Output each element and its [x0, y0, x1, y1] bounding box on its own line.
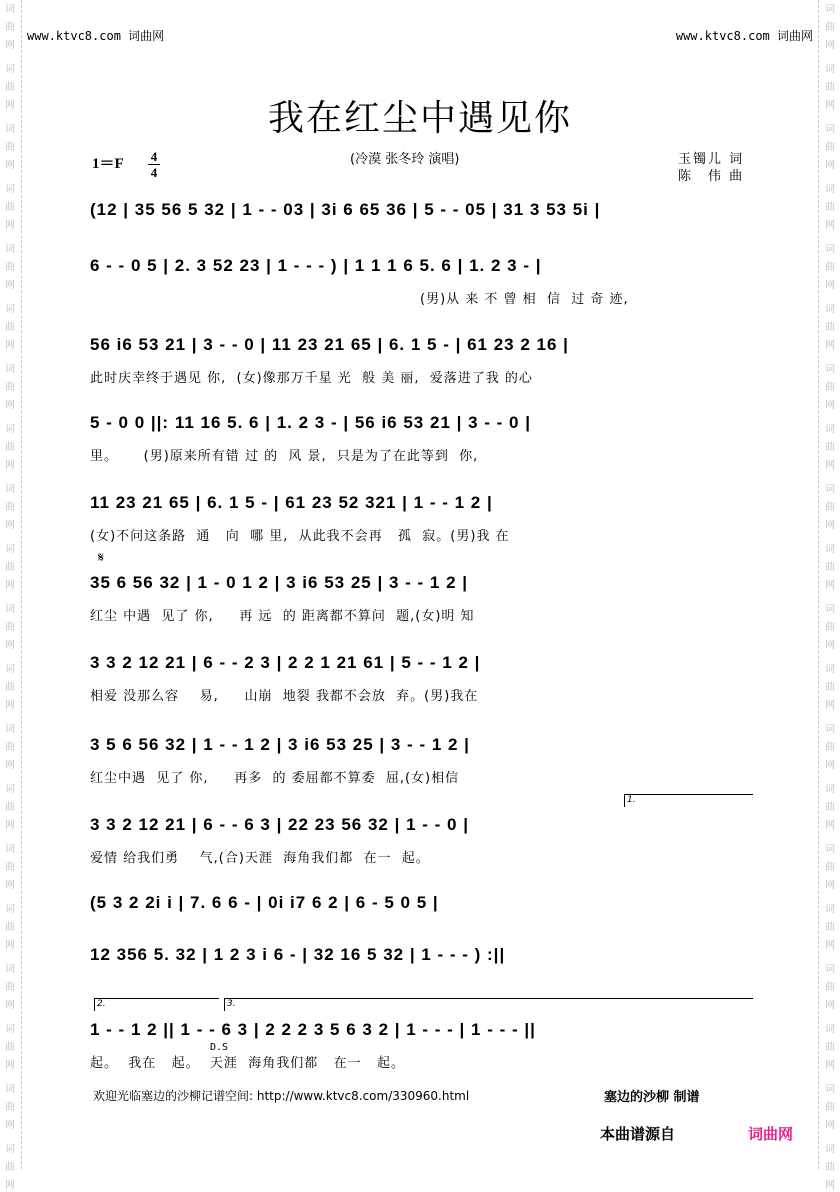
watermark-char: 曲: [825, 802, 835, 813]
watermark-char: 网: [825, 220, 835, 231]
watermark-char: 网: [5, 820, 15, 831]
watermark-char: 网: [825, 880, 835, 891]
watermark-char: 曲: [825, 562, 835, 573]
watermark-char: 词: [5, 544, 15, 555]
lyric-row: 起。 我在 起。 天涯 海角我们都 在一 起。: [90, 1056, 405, 1071]
watermark-char: 词: [825, 724, 835, 735]
watermark-char: 网: [5, 1120, 15, 1131]
watermark-char: 词: [825, 1084, 835, 1095]
watermark-char: 曲: [825, 22, 835, 33]
watermark-char: 曲: [5, 22, 15, 33]
watermark-char: 词: [825, 244, 835, 255]
watermark-char: 网: [825, 1060, 835, 1071]
notation-row: (12 | 35 56 5 32 | 1 - - 03 | 3i 6 65 36 | 5 - - 05 | 31 3 53 5i |: [90, 200, 601, 219]
notation-row: 11 23 21 65 | 6. 1 5 - | 61 23 52 321 | 1 - - 1 2 |: [90, 493, 493, 512]
notation-row: 3 3 2 12 21 | 6 - - 2 3 | 2 2 1 21 61 | 5 - - 1 2 |: [90, 653, 481, 672]
transcriber-credit: 塞边的沙柳 制谱: [604, 1090, 700, 1105]
watermark-char: 曲: [5, 682, 15, 693]
lyric-row: 此时庆幸终于遇见 你, (女)像那万千星 光 般 美 丽, 爱落进了我 的心: [90, 371, 533, 386]
watermark-char: 曲: [825, 982, 835, 993]
lyricist: 玉镯儿 词: [678, 152, 745, 167]
watermark-char: 网: [5, 400, 15, 411]
watermark-char: 曲: [5, 442, 15, 453]
watermark-char: 网: [825, 520, 835, 531]
watermark-char: 词: [5, 1024, 15, 1035]
watermark-char: 曲: [825, 262, 835, 273]
watermark-char: 网: [825, 400, 835, 411]
watermark-char: 词: [825, 424, 835, 435]
watermark-char: 曲: [825, 322, 835, 333]
site-watermark-left: www.ktvc8.com 词曲网: [27, 29, 165, 43]
watermark-char: 词: [5, 1084, 15, 1095]
watermark-char: 曲: [5, 742, 15, 753]
watermark-char: 曲: [5, 262, 15, 273]
watermark-char: 曲: [5, 802, 15, 813]
watermark-char: 曲: [5, 862, 15, 873]
watermark-char: 网: [5, 220, 15, 231]
watermark-char: 曲: [5, 1162, 15, 1173]
watermark-char: 曲: [825, 382, 835, 393]
watermark-char: 曲: [825, 502, 835, 513]
watermark-char: 曲: [825, 622, 835, 633]
watermark-char: 网: [5, 160, 15, 171]
time-signature-bottom: 4: [150, 165, 158, 180]
watermark-char: 网: [825, 100, 835, 111]
watermark-char: 词: [5, 904, 15, 915]
notation-row: 1 - - 1 2 || 1 - - 6 3 | 2 2 2 3 5 6 3 2 | 1 - - - | 1 - - - ||: [90, 1020, 536, 1039]
notation-row: 3 3 2 12 21 | 6 - - 6 3 | 22 23 56 32 | 1 - - 0 |: [90, 815, 469, 834]
watermark-char: 词: [825, 184, 835, 195]
watermark-char: 网: [825, 40, 835, 51]
notation-row: 56 i6 53 21 | 3 - - 0 | 11 23 21 65 | 6. 1 5 - | 61 23 2 16 |: [90, 335, 569, 354]
watermark-char: 网: [5, 1180, 15, 1191]
notation-row: 6 - - 0 5 | 2. 3 52 23 | 1 - - - ) | 1 1 1 6 5. 6 | 1. 2 3 - |: [90, 256, 542, 275]
watermark-char: 词: [5, 1144, 15, 1155]
watermark-char: 词: [5, 124, 15, 135]
key-signature: 1＝F: [92, 156, 124, 172]
watermark-char: 词: [825, 124, 835, 135]
watermark-char: 曲: [825, 82, 835, 93]
watermark-char: 词: [825, 484, 835, 495]
watermark-char: 曲: [825, 682, 835, 693]
watermark-char: 曲: [5, 202, 15, 213]
lyric-row: (女)不问这条路 通 向 哪 里, 从此我不会再 孤 寂。(男)我 在: [90, 529, 510, 544]
lyric-row: 红尘 中遇 见了 你, 再 远 的 距离都不算问 题,(女)明 知: [90, 609, 475, 624]
watermark-char: 网: [825, 760, 835, 771]
watermark-char: 网: [825, 820, 835, 831]
watermark-char: 网: [5, 760, 15, 771]
watermark-char: 词: [825, 544, 835, 555]
singers: (冷漠 张冬玲 演唱): [350, 152, 460, 167]
lyric-row: 里。 (男)原来所有错 过 的 风 景, 只是为了在此等到 你,: [90, 449, 479, 464]
watermark-char: 词: [825, 64, 835, 75]
watermark-char: 曲: [825, 202, 835, 213]
watermark-char: 网: [5, 100, 15, 111]
watermark-char: 网: [825, 1180, 835, 1191]
watermark-char: 网: [5, 940, 15, 951]
notation-row: 5 - 0 0 ||: 11 16 5. 6 | 1. 2 3 - | 56 i6 53 21 | 3 - - 0 |: [90, 413, 531, 432]
watermark-char: 网: [5, 460, 15, 471]
watermark-char: 网: [825, 640, 835, 651]
watermark-char: 词: [5, 4, 15, 15]
watermark-char: 曲: [5, 382, 15, 393]
watermark-char: 曲: [5, 322, 15, 333]
site-watermark-right: www.ktvc8.com 词曲网: [675, 29, 813, 43]
volta-bracket-3: 3.: [224, 998, 753, 1011]
watermark-char: 曲: [5, 982, 15, 993]
watermark-char: 词: [5, 64, 15, 75]
watermark-char: 词: [825, 904, 835, 915]
lyric-row: (男)从 来 不 曾 相 信 过 奇 迹,: [420, 292, 629, 307]
watermark-char: 词: [5, 184, 15, 195]
watermark-char: 曲: [825, 862, 835, 873]
watermark-char: 曲: [5, 1102, 15, 1113]
footer-welcome: 欢迎光临塞边的沙柳记谱空间: http://www.ktvc8.com/330960.html: [93, 1089, 470, 1103]
volta-bracket-1: 1.: [624, 794, 753, 807]
watermark-char: 词: [825, 1024, 835, 1035]
watermark-char: 词: [5, 244, 15, 255]
watermark-char: 网: [5, 40, 15, 51]
watermark-char: 曲: [5, 142, 15, 153]
watermark-char: 网: [5, 340, 15, 351]
time-signature-top: 4: [150, 149, 158, 164]
watermark-char: 网: [5, 1060, 15, 1071]
watermark-char: 网: [825, 1120, 835, 1131]
watermark-char: 词: [825, 304, 835, 315]
watermark-char: 网: [5, 1000, 15, 1011]
watermark-char: 词: [5, 844, 15, 855]
watermark-char: 曲: [825, 142, 835, 153]
watermark-char: 网: [5, 700, 15, 711]
watermark-char: 网: [5, 640, 15, 651]
watermark-char: 词: [5, 304, 15, 315]
watermark-char: 词: [825, 604, 835, 615]
segno-icon: 𝄋: [98, 550, 105, 566]
notation-row: (5 3 2 2i i | 7. 6 6 - | 0i i7 6 2 | 6 - 5 0 5 |: [90, 893, 439, 912]
watermark-char: 网: [825, 460, 835, 471]
song-title: 我在红尘中遇见你: [267, 98, 572, 139]
watermark-char: 词: [825, 1144, 835, 1155]
watermark-char: 网: [825, 580, 835, 591]
watermark-char: 词: [5, 604, 15, 615]
watermark-char: 词: [825, 784, 835, 795]
watermark-char: 词: [825, 4, 835, 15]
volta-bracket-2: 2.: [94, 998, 219, 1011]
watermark-char: 曲: [825, 1042, 835, 1053]
watermark-char: 网: [5, 580, 15, 591]
watermark-char: 曲: [825, 922, 835, 933]
watermark-char: 曲: [5, 502, 15, 513]
left-border-dashed: [21, 0, 22, 1169]
source-brand: 词曲网: [748, 1125, 794, 1143]
watermark-char: 曲: [825, 442, 835, 453]
watermark-char: 词: [5, 484, 15, 495]
notation-row: 12 356 5. 32 | 1 2 3 i 6 - | 32 16 5 32 | 1 - - - ) :||: [90, 945, 506, 964]
dal-segno-marker: D.S: [210, 1042, 229, 1053]
watermark-char: 词: [5, 364, 15, 375]
watermark-char: 词: [5, 964, 15, 975]
watermark-char: 曲: [5, 82, 15, 93]
watermark-char: 曲: [5, 922, 15, 933]
watermark-char: 词: [5, 784, 15, 795]
watermark-char: 曲: [825, 742, 835, 753]
time-signature: [148, 150, 160, 179]
watermark-char: 网: [825, 160, 835, 171]
watermark-char: 网: [825, 700, 835, 711]
watermark-char: 网: [825, 340, 835, 351]
watermark-char: 曲: [5, 622, 15, 633]
watermark-char: 词: [5, 724, 15, 735]
lyric-row: 爱情 给我们勇 气,(合)天涯 海角我们都 在一 起。: [90, 851, 430, 866]
left-watermark-column: [2, 0, 18, 1191]
watermark-char: 曲: [825, 1102, 835, 1113]
watermark-char: 网: [5, 520, 15, 531]
notation-row: 35 6 56 32 | 1 - 0 1 2 | 3 i6 53 25 | 3 - - 1 2 |: [90, 573, 469, 592]
watermark-char: 网: [825, 280, 835, 291]
source-label: 本曲谱源自: [600, 1125, 676, 1143]
watermark-char: 网: [5, 880, 15, 891]
watermark-char: 网: [5, 280, 15, 291]
watermark-char: 词: [825, 364, 835, 375]
watermark-char: 网: [825, 1000, 835, 1011]
watermark-char: 词: [5, 664, 15, 675]
watermark-char: 曲: [5, 562, 15, 573]
watermark-char: 曲: [5, 1042, 15, 1053]
watermark-char: 词: [5, 424, 15, 435]
watermark-char: 词: [825, 844, 835, 855]
lyric-row: 相爱 没那么容 易, 山崩 地裂 我都不会放 弃。(男)我在: [90, 689, 479, 704]
composer: 陈 伟 曲: [678, 169, 745, 184]
watermark-char: 词: [825, 664, 835, 675]
watermark-char: 词: [825, 964, 835, 975]
lyric-row: 红尘中遇 见了 你, 再多 的 委屈都不算委 屈,(女)相信: [90, 771, 460, 786]
watermark-char: 曲: [825, 1162, 835, 1173]
right-watermark-column: [822, 0, 838, 1191]
right-border-dashed: [818, 0, 819, 1169]
watermark-char: 网: [825, 940, 835, 951]
notation-row: 3 5 6 56 32 | 1 - - 1 2 | 3 i6 53 25 | 3 - - 1 2 |: [90, 735, 470, 754]
